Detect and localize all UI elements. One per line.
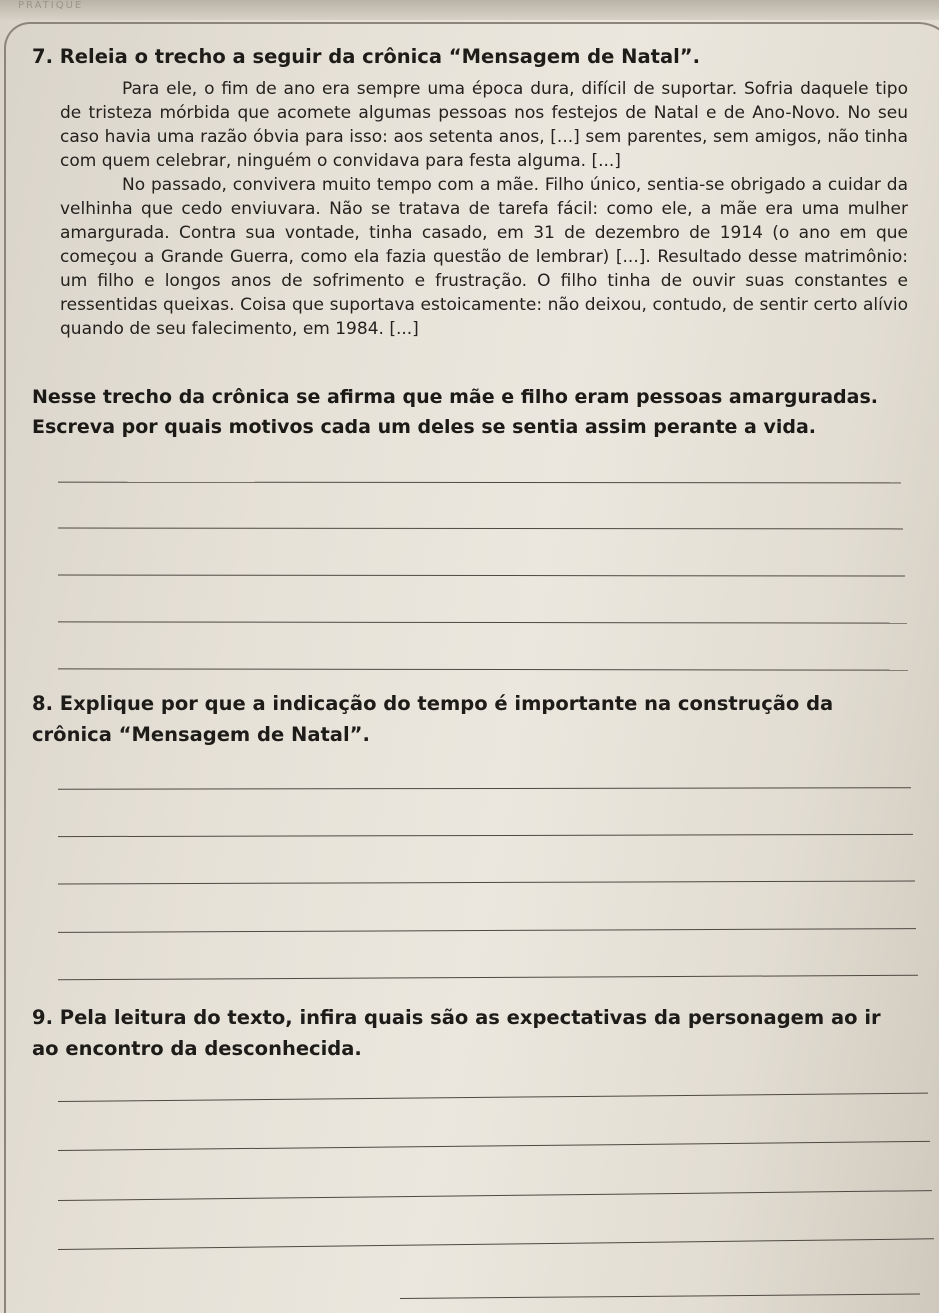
question-7-prompt: Nesse trecho da crônica se afirma que mãe e filho eram pessoas amarguradas. Escreva por quais motivos cada um deles se sentia assim perante a vida. <box>32 386 878 438</box>
question-7-title-text: Releia o trecho a seguir da crônica “Mensagem de Natal”. <box>59 45 701 68</box>
previous-section-strip <box>0 0 939 20</box>
quote-paragraph-2: No passado, convivera muito tempo com a mãe. Filho único, sentia-se obrigado a cuidar da velhinha que cedo enviuvara. Não se tratava de tarefa fácil: como ele, a mãe era uma mulher amargurada. Contra sua vontade, tinha casado, em 31 de dezembro de 1914 (o ano em que começou a Grande Guerra, como ela fazia questão de lembrar) [...]. Resultado desse matrimônio: um filho e longos anos de sofrimento e frustração. O filho tinha de ouvir suas constantes e ressentidas queixas. Coisa que suportava estoicamente: não deixou, contudo, de sentir certo alívio quando de seu falecimento, em 1984. [...] <box>60 175 908 339</box>
question-8-title <box>32 688 912 750</box>
question-7-number: 7. <box>32 45 53 68</box>
question-9-title-text: Pela leitura do texto, infira quais são as expectativas da personagem ao ir ao encontro da desconhecida. <box>32 1006 881 1060</box>
quote-paragraph-1: Para ele, o fim de ano era sempre uma época dura, difícil de suportar. Sofria daquele tipo de tristeza mórbida que acomete algumas pessoas nos festejos de Natal e de Ano-Novo. No seu caso havia uma razão óbvia para isso: aos setenta anos, [...] sem parentes, sem amigos, não tinha com quem celebrar, ninguém o convidava para festa alguma. [...] <box>60 79 908 171</box>
question-9-number: 9. <box>32 1006 53 1029</box>
question-7-title <box>32 44 700 70</box>
header-fragment: PRÁTIQUE <box>18 0 84 11</box>
question-9-title <box>32 1002 912 1064</box>
question-8-number: 8. <box>32 692 53 715</box>
question-8-title-text: Explique por que a indicação do tempo é importante na construção da crônica “Mensagem de Natal”. <box>32 692 834 746</box>
question-7-quote <box>60 77 908 341</box>
